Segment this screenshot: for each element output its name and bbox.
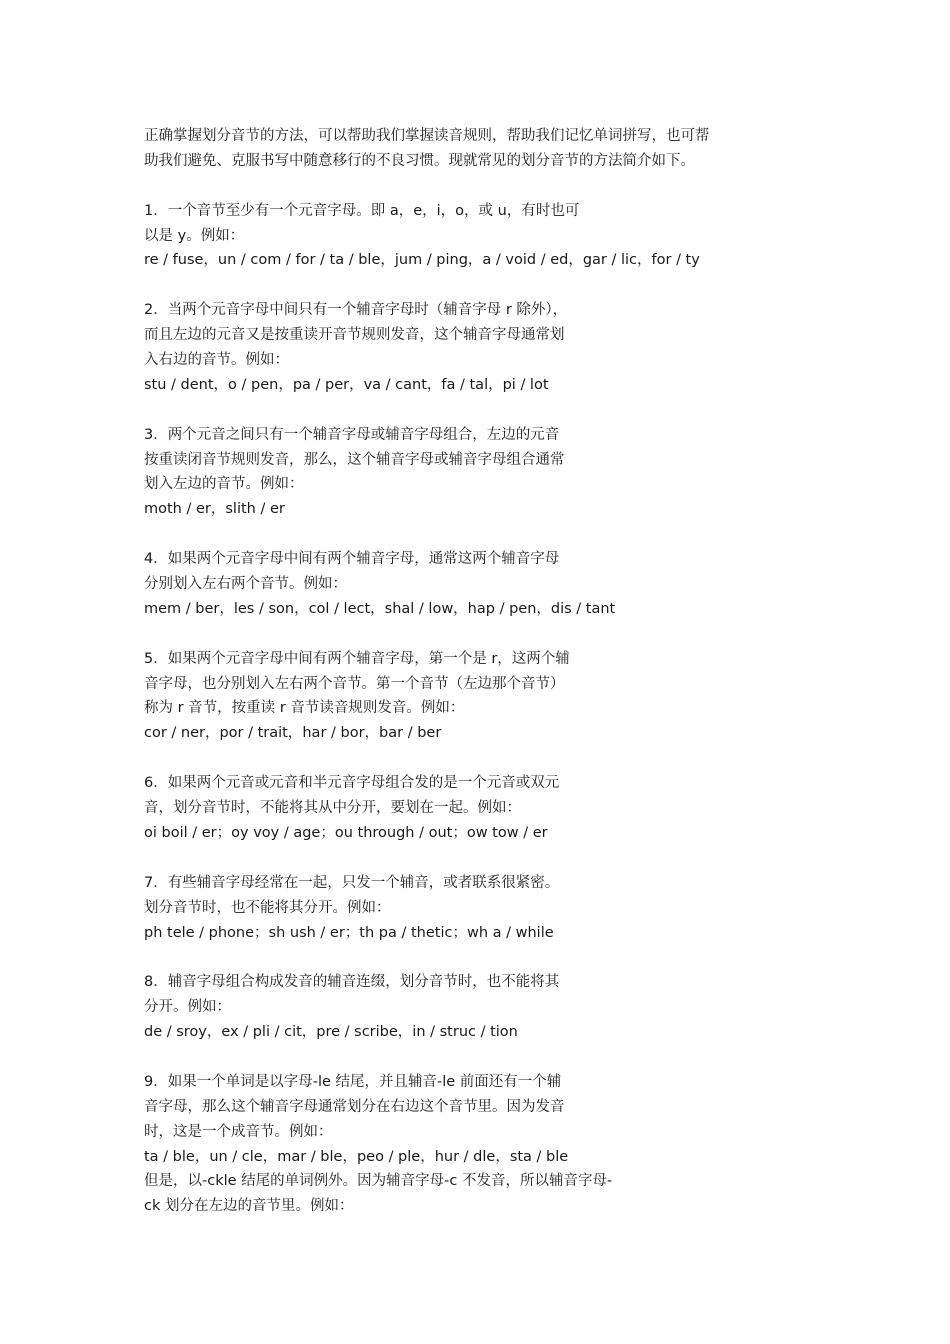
rule-text-line: 8．辅音字母组合构成发音的辅音连缀，划分音节时，也不能将其 [144,974,560,991]
rule-example: oi boil / er；oy voy / age；ou through / out；ow tow / er [144,824,548,841]
rule-3 [144,423,824,523]
rule-5 [144,647,824,747]
rule-text-line: 音字母，那么这个辅音字母通常划分在右边这个音节里。因为发音 [144,1098,565,1115]
paragraph-spacer [144,273,824,298]
rule-example: moth / er，slith / er [144,501,285,518]
rule-1 [144,199,824,274]
paragraph-spacer [144,174,824,199]
rule-example: mem / ber，les / son，col / lect，shal / low，hap / pen，dis / tant [144,600,616,617]
rule-text-line: 6．如果两个元音或元音和半元音字母组合发的是一个元音或双元 [144,775,560,792]
paragraph-spacer [144,522,824,547]
paragraph-spacer [144,746,824,771]
rule-text-line: 分别划入左右两个音节。例如： [144,576,347,593]
intro-line: 正确掌握划分音节的方法，可以帮助我们掌握读音规则，帮助我们记忆单词拼写，也可帮 [144,128,710,144]
rule-7 [144,871,824,946]
rule-text-line: 入右边的音节。例如： [144,352,289,369]
rule-text-line: 分开。例如： [144,999,231,1016]
rule-text-line: 4．如果两个元音字母中间有两个辅音字母，通常这两个辅音字母 [144,551,560,568]
rule-text-line: 音，划分音节时，不能将其从中分开，要划在一起。例如： [144,800,521,817]
rule-text-line: 5．如果两个元音字母中间有两个辅音字母，第一个是 r，这两个辅 [144,650,570,667]
rule-text-line: 而且左边的元音又是按重读开音节规则发音，这个辅音字母通常划 [144,327,565,344]
rule-example: ph tele / phone；sh ush / er；th pa / thetic；wh a / while [144,924,554,941]
document-body [144,124,824,1219]
intro-paragraph [144,124,824,174]
rule-exception-line: ck 划分在左边的音节里。例如： [144,1198,354,1215]
rule-text-line: 划入左边的音节。例如： [144,476,304,493]
rule-2 [144,298,824,398]
rule-4 [144,547,824,622]
rule-example: cor / ner，por / trait，har / bor，bar / ber [144,725,442,742]
rule-9 [144,1070,824,1219]
paragraph-spacer [144,398,824,423]
intro-line: 助我们避免、克服书写中随意移行的不良习惯。现就常见的划分音节的方法简介如下。 [144,152,695,169]
rule-text-line: 2．当两个元音字母中间只有一个辅音字母时（辅音字母 r 除外）， [144,302,568,319]
paragraph-spacer [144,846,824,871]
rule-text-line: 时，这是一个成音节。例如： [144,1123,333,1140]
rule-8 [144,970,824,1045]
rule-text-line: 音字母，也分别划入左右两个音节。第一个音节（左边那个音节） [144,675,565,692]
paragraph-spacer [144,622,824,647]
rule-text-line: 按重读闭音节规则发音，那么，这个辅音字母或辅音字母组合通常 [144,451,565,468]
rule-example: ta / ble，un / cle，mar / ble，peo / ple，hur / dle，sta / ble [144,1148,569,1165]
rule-text-line: 3．两个元音之间只有一个辅音字母或辅音字母组合，左边的元音 [144,426,560,443]
paragraph-spacer [144,1045,824,1070]
rule-text-line: 称为 r 音节，按重读 r 音节读音规则发音。例如： [144,700,465,717]
rule-example: de / sroy，ex / pli / cit，pre / scribe，in / struc / tion [144,1024,518,1041]
rule-example: re / fuse，un / com / for / ta / ble，jum / ping，a / void / ed，gar / lic，for / ty [144,252,700,269]
rule-text-line: 9．如果一个单词是以字母-le 结尾，并且辅音-le 前面还有一个辅 [144,1073,562,1090]
rule-text-line: 划分音节时，也不能将其分开。例如： [144,899,391,916]
rule-text-line: 7．有些辅音字母经常在一起，只发一个辅音，或者联系很紧密。 [144,874,560,891]
rule-example: stu / dent，o / pen，pa / per，va / cant，fa / tal，pi / lot [144,376,549,393]
rule-exception-line: 但是，以-ckle 结尾的单词例外。因为辅音字母-c 不发音，所以辅音字母- [144,1173,613,1190]
rule-text-line: 1．一个音节至少有一个元音字母。即 a，e，i，o，或 u，有时也可 [144,202,580,219]
rule-text-line: 以是 y。例如： [144,227,245,244]
paragraph-spacer [144,945,824,970]
rule-6 [144,771,824,846]
